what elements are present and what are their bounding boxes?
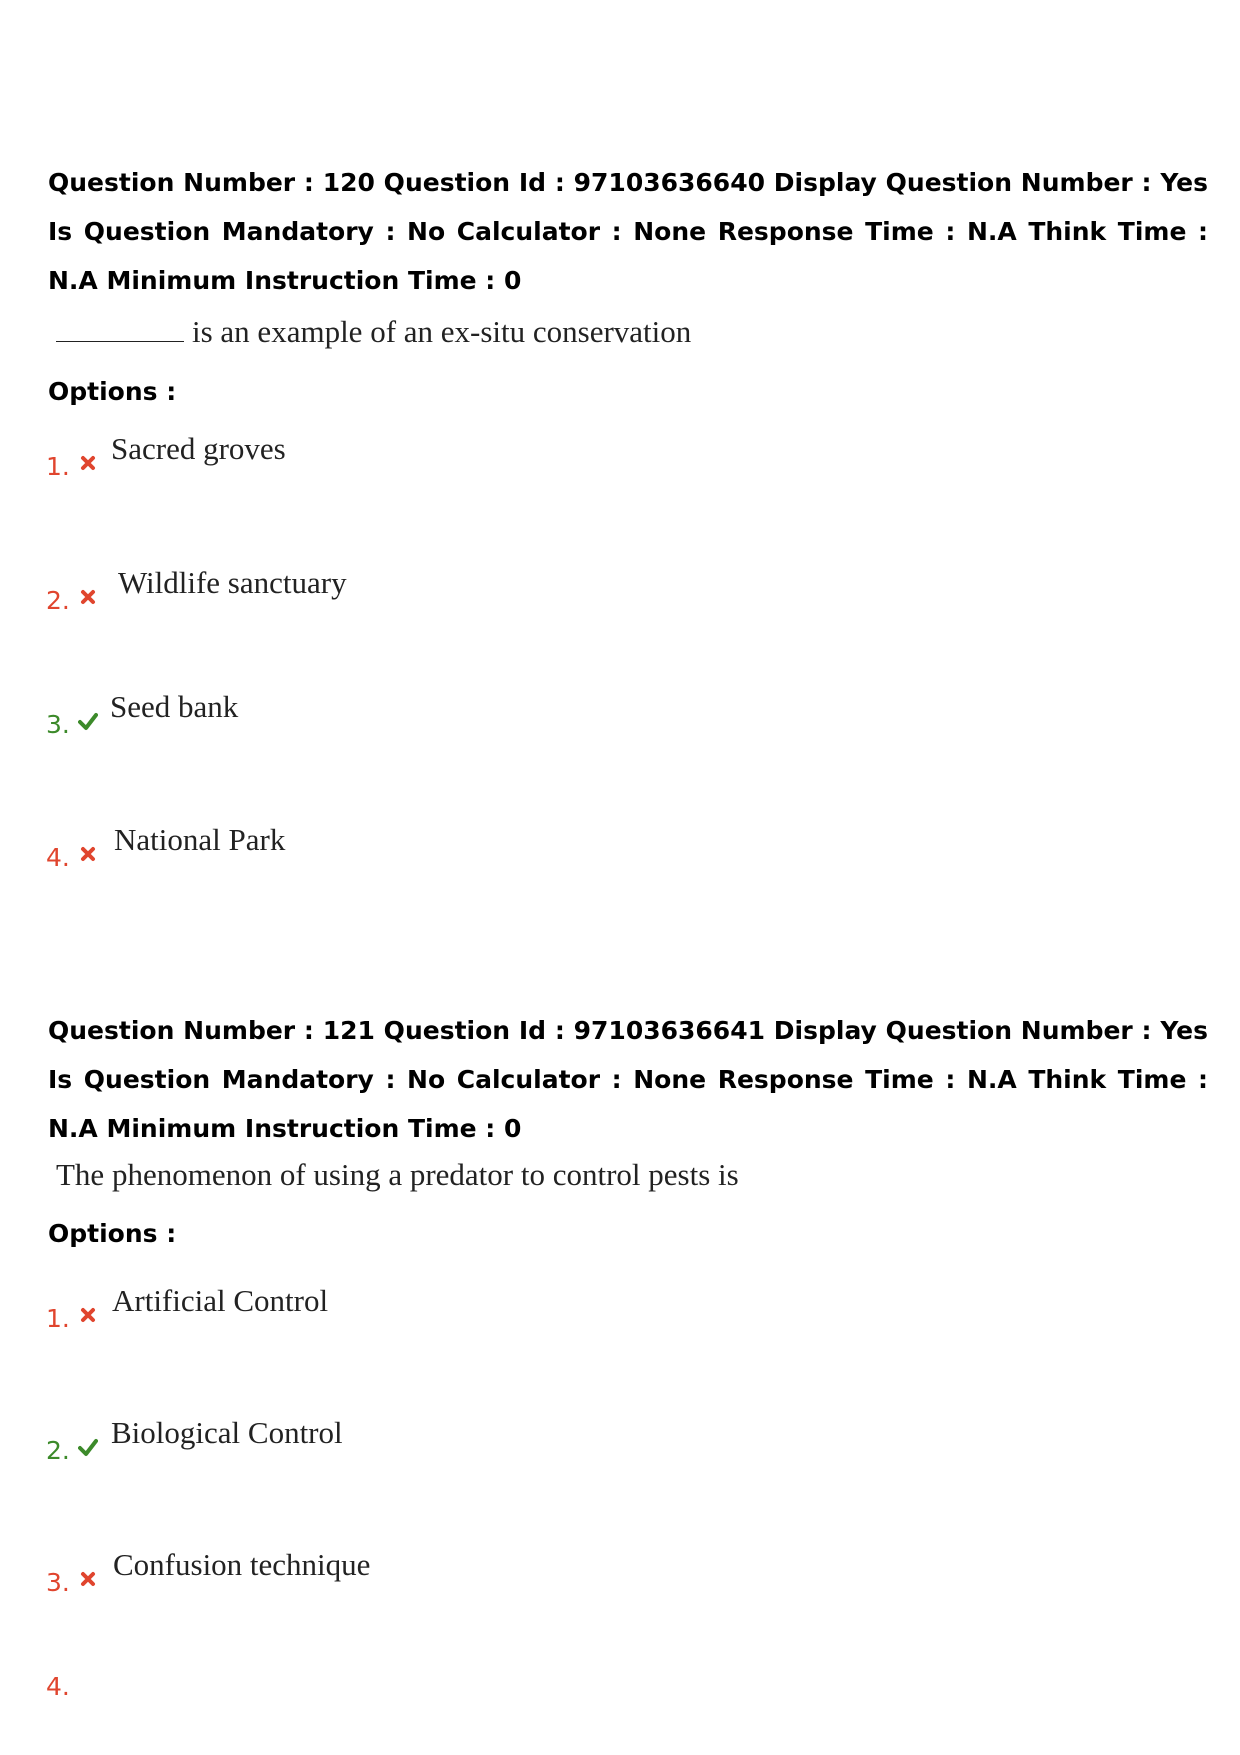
option-number: 4. (46, 1672, 70, 1701)
options-label: Options : (48, 1219, 177, 1248)
option-text: National Park (114, 822, 286, 857)
option-text: Sacred groves (111, 431, 286, 466)
cross-icon (78, 1569, 98, 1589)
option-number: 2. (46, 1436, 70, 1465)
check-icon (78, 1437, 98, 1457)
fill-in-blank (56, 321, 184, 342)
option-text: Seed bank (110, 689, 239, 724)
cross-icon (78, 1305, 98, 1325)
question-stem (56, 314, 691, 350)
question-header: Question Number : 121 Question Id : 97103636641 Display Question Number : Yes Is Question Mandatory : No Calculator : None Response Time : N.A Think Time : N.A Minimum Instruction Time : 0 (48, 1016, 1208, 1143)
cross-icon (78, 453, 98, 473)
option-number: 3. (46, 710, 70, 739)
option-text: Wildlife sanctuary (118, 565, 347, 600)
question-stem-text: is an example of an ex-situ conservation (192, 314, 692, 349)
options-label: Options : (48, 377, 177, 406)
option-text: Confusion technique (113, 1547, 371, 1582)
option-number: 4. (46, 843, 70, 872)
cross-icon (78, 587, 98, 607)
cross-icon (78, 844, 98, 864)
question-header: Question Number : 120 Question Id : 97103636640 Display Question Number : Yes Is Question Mandatory : No Calculator : None Response Time : N.A Think Time : N.A Minimum Instruction Time : 0 (48, 168, 1208, 295)
check-icon (78, 711, 98, 731)
option-number: 3. (46, 1568, 70, 1597)
option-number: 2. (46, 586, 70, 615)
option-number: 1. (46, 452, 70, 481)
option-text: Biological Control (111, 1415, 343, 1450)
option-number: 1. (46, 1304, 70, 1333)
question-stem-text: The phenomenon of using a predator to control pests is (56, 1157, 739, 1192)
question-stem (56, 1157, 739, 1193)
option-text: Artificial Control (112, 1283, 329, 1318)
